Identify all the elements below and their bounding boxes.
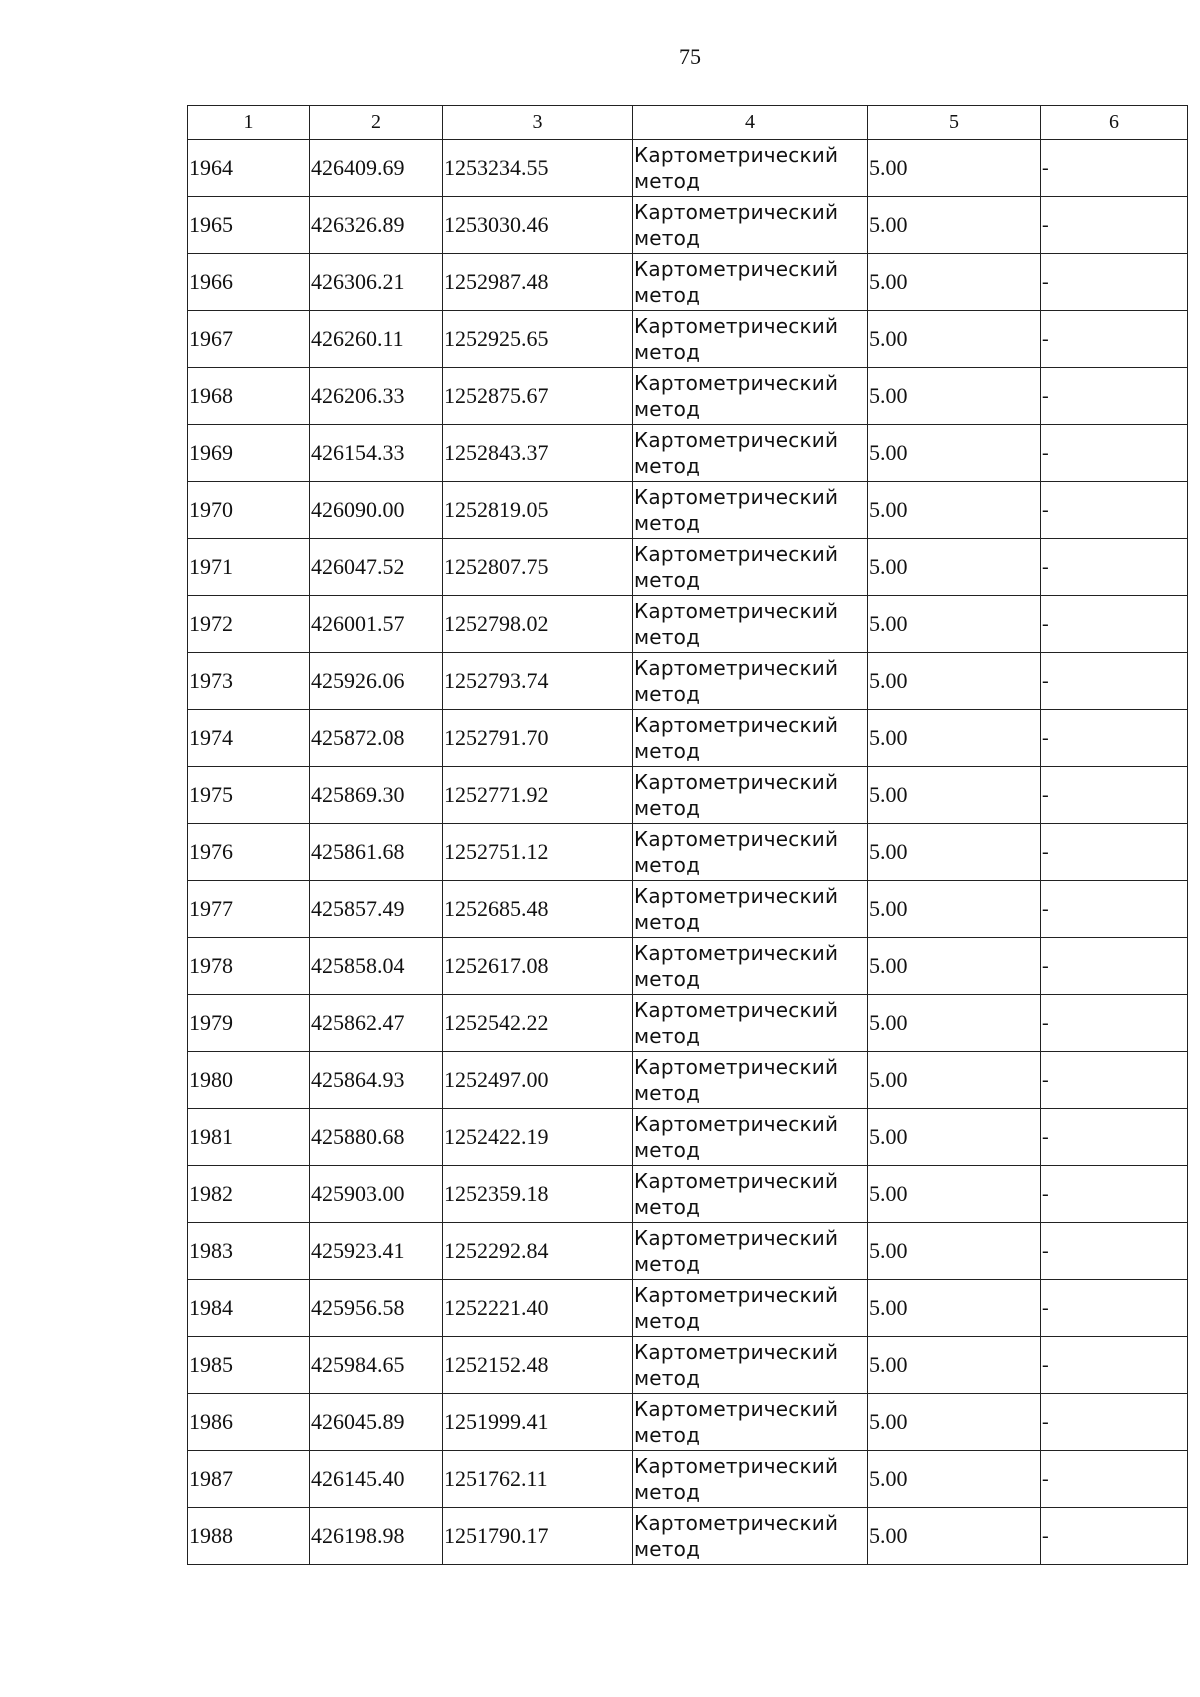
point-number-cell: 1983 — [188, 1223, 310, 1280]
method-cell: Картометрический метод — [633, 881, 868, 938]
accuracy-cell: 5.00 — [868, 710, 1041, 767]
table-row — [188, 767, 1188, 824]
method-cell: Картометрический метод — [633, 824, 868, 881]
table-row — [188, 995, 1188, 1052]
point-number-cell: 1988 — [188, 1508, 310, 1565]
note-cell: - — [1041, 1508, 1188, 1565]
point-number-cell: 1970 — [188, 482, 310, 539]
accuracy-cell: 5.00 — [868, 311, 1041, 368]
point-number-cell: 1973 — [188, 653, 310, 710]
y-coordinate-cell: 1252359.18 — [443, 1166, 633, 1223]
table-row — [188, 1337, 1188, 1394]
x-coordinate-cell: 425862.47 — [310, 995, 443, 1052]
accuracy-cell: 5.00 — [868, 1451, 1041, 1508]
table-body — [188, 140, 1188, 1565]
table-row — [188, 1280, 1188, 1337]
y-coordinate-cell: 1252798.02 — [443, 596, 633, 653]
accuracy-cell: 5.00 — [868, 596, 1041, 653]
coordinates-table-container — [187, 105, 1187, 1565]
point-number-cell: 1964 — [188, 140, 310, 197]
x-coordinate-cell: 425903.00 — [310, 1166, 443, 1223]
method-cell: Картометрический метод — [633, 1223, 868, 1280]
accuracy-cell: 5.00 — [868, 425, 1041, 482]
note-cell: - — [1041, 1166, 1188, 1223]
accuracy-cell: 5.00 — [868, 539, 1041, 596]
y-coordinate-cell: 1252791.70 — [443, 710, 633, 767]
table-row — [188, 1109, 1188, 1166]
note-cell: - — [1041, 653, 1188, 710]
header-cell-1: 1 — [188, 106, 310, 140]
accuracy-cell: 5.00 — [868, 368, 1041, 425]
y-coordinate-cell: 1252843.37 — [443, 425, 633, 482]
point-number-cell: 1967 — [188, 311, 310, 368]
point-number-cell: 1976 — [188, 824, 310, 881]
table-row — [188, 1166, 1188, 1223]
table-row — [188, 653, 1188, 710]
accuracy-cell: 5.00 — [868, 938, 1041, 995]
x-coordinate-cell: 425858.04 — [310, 938, 443, 995]
y-coordinate-cell: 1251790.17 — [443, 1508, 633, 1565]
y-coordinate-cell: 1252497.00 — [443, 1052, 633, 1109]
accuracy-cell: 5.00 — [868, 1166, 1041, 1223]
table-row — [188, 1508, 1188, 1565]
header-cell-5: 5 — [868, 106, 1041, 140]
accuracy-cell: 5.00 — [868, 881, 1041, 938]
method-cell: Картометрический метод — [633, 482, 868, 539]
y-coordinate-cell: 1252875.67 — [443, 368, 633, 425]
point-number-cell: 1987 — [188, 1451, 310, 1508]
point-number-cell: 1982 — [188, 1166, 310, 1223]
x-coordinate-cell: 426154.33 — [310, 425, 443, 482]
y-coordinate-cell: 1252542.22 — [443, 995, 633, 1052]
x-coordinate-cell: 425872.08 — [310, 710, 443, 767]
x-coordinate-cell: 425880.68 — [310, 1109, 443, 1166]
x-coordinate-cell: 426206.33 — [310, 368, 443, 425]
page-number: 75 — [679, 44, 701, 69]
note-cell: - — [1041, 767, 1188, 824]
method-cell: Картометрический метод — [633, 1451, 868, 1508]
method-cell: Картометрический метод — [633, 1508, 868, 1565]
table-row — [188, 710, 1188, 767]
accuracy-cell: 5.00 — [868, 1223, 1041, 1280]
accuracy-cell: 5.00 — [868, 653, 1041, 710]
method-cell: Картометрический метод — [633, 368, 868, 425]
y-coordinate-cell: 1252152.48 — [443, 1337, 633, 1394]
table-row — [188, 938, 1188, 995]
accuracy-cell: 5.00 — [868, 1280, 1041, 1337]
table-row — [188, 1223, 1188, 1280]
method-cell: Картометрический метод — [633, 1280, 868, 1337]
method-cell: Картометрический метод — [633, 1109, 868, 1166]
x-coordinate-cell: 426045.89 — [310, 1394, 443, 1451]
header-cell-4: 4 — [633, 106, 868, 140]
point-number-cell: 1981 — [188, 1109, 310, 1166]
note-cell: - — [1041, 881, 1188, 938]
point-number-cell: 1971 — [188, 539, 310, 596]
header-cell-2: 2 — [310, 106, 443, 140]
y-coordinate-cell: 1252925.65 — [443, 311, 633, 368]
x-coordinate-cell: 425984.65 — [310, 1337, 443, 1394]
accuracy-cell: 5.00 — [868, 767, 1041, 824]
point-number-cell: 1978 — [188, 938, 310, 995]
method-cell: Картометрический метод — [633, 1394, 868, 1451]
method-cell: Картометрический метод — [633, 539, 868, 596]
method-cell: Картометрический метод — [633, 653, 868, 710]
x-coordinate-cell: 426306.21 — [310, 254, 443, 311]
point-number-cell: 1984 — [188, 1280, 310, 1337]
table-row — [188, 254, 1188, 311]
point-number-cell: 1968 — [188, 368, 310, 425]
note-cell: - — [1041, 311, 1188, 368]
method-cell: Картометрический метод — [633, 710, 868, 767]
table-row — [188, 311, 1188, 368]
table-row — [188, 425, 1188, 482]
x-coordinate-cell: 426047.52 — [310, 539, 443, 596]
y-coordinate-cell: 1252819.05 — [443, 482, 633, 539]
y-coordinate-cell: 1251762.11 — [443, 1451, 633, 1508]
y-coordinate-cell: 1252422.19 — [443, 1109, 633, 1166]
accuracy-cell: 5.00 — [868, 1109, 1041, 1166]
header-row — [188, 106, 1188, 140]
note-cell: - — [1041, 824, 1188, 881]
note-cell: - — [1041, 140, 1188, 197]
y-coordinate-cell: 1252807.75 — [443, 539, 633, 596]
note-cell: - — [1041, 710, 1188, 767]
x-coordinate-cell: 426198.98 — [310, 1508, 443, 1565]
y-coordinate-cell: 1253030.46 — [443, 197, 633, 254]
coordinates-table — [187, 105, 1188, 1565]
y-coordinate-cell: 1251999.41 — [443, 1394, 633, 1451]
point-number-cell: 1972 — [188, 596, 310, 653]
x-coordinate-cell: 426409.69 — [310, 140, 443, 197]
y-coordinate-cell: 1253234.55 — [443, 140, 633, 197]
point-number-cell: 1977 — [188, 881, 310, 938]
point-number-cell: 1985 — [188, 1337, 310, 1394]
x-coordinate-cell: 425861.68 — [310, 824, 443, 881]
header-cell-3: 3 — [443, 106, 633, 140]
note-cell: - — [1041, 197, 1188, 254]
accuracy-cell: 5.00 — [868, 1508, 1041, 1565]
method-cell: Картометрический метод — [633, 425, 868, 482]
accuracy-cell: 5.00 — [868, 1052, 1041, 1109]
table-row — [188, 539, 1188, 596]
method-cell: Картометрический метод — [633, 1052, 868, 1109]
x-coordinate-cell: 426326.89 — [310, 197, 443, 254]
table-row — [188, 140, 1188, 197]
table-row — [188, 824, 1188, 881]
accuracy-cell: 5.00 — [868, 197, 1041, 254]
y-coordinate-cell: 1252221.40 — [443, 1280, 633, 1337]
x-coordinate-cell: 425857.49 — [310, 881, 443, 938]
table-row — [188, 368, 1188, 425]
x-coordinate-cell: 425926.06 — [310, 653, 443, 710]
note-cell: - — [1041, 482, 1188, 539]
note-cell: - — [1041, 1451, 1188, 1508]
method-cell: Картометрический метод — [633, 1337, 868, 1394]
table-row — [188, 881, 1188, 938]
note-cell: - — [1041, 425, 1188, 482]
x-coordinate-cell: 425956.58 — [310, 1280, 443, 1337]
point-number-cell: 1974 — [188, 710, 310, 767]
x-coordinate-cell: 425864.93 — [310, 1052, 443, 1109]
table-header — [188, 106, 1188, 140]
y-coordinate-cell: 1252751.12 — [443, 824, 633, 881]
x-coordinate-cell: 426001.57 — [310, 596, 443, 653]
x-coordinate-cell: 425869.30 — [310, 767, 443, 824]
point-number-cell: 1979 — [188, 995, 310, 1052]
note-cell: - — [1041, 995, 1188, 1052]
table-row — [188, 596, 1188, 653]
note-cell: - — [1041, 368, 1188, 425]
x-coordinate-cell: 426260.11 — [310, 311, 443, 368]
method-cell: Картометрический метод — [633, 140, 868, 197]
x-coordinate-cell: 425923.41 — [310, 1223, 443, 1280]
y-coordinate-cell: 1252771.92 — [443, 767, 633, 824]
note-cell: - — [1041, 1280, 1188, 1337]
note-cell: - — [1041, 1394, 1188, 1451]
point-number-cell: 1969 — [188, 425, 310, 482]
point-number-cell: 1966 — [188, 254, 310, 311]
method-cell: Картометрический метод — [633, 596, 868, 653]
table-row — [188, 1052, 1188, 1109]
method-cell: Картометрический метод — [633, 311, 868, 368]
x-coordinate-cell: 426145.40 — [310, 1451, 443, 1508]
method-cell: Картометрический метод — [633, 197, 868, 254]
accuracy-cell: 5.00 — [868, 824, 1041, 881]
y-coordinate-cell: 1252617.08 — [443, 938, 633, 995]
point-number-cell: 1975 — [188, 767, 310, 824]
accuracy-cell: 5.00 — [868, 1337, 1041, 1394]
accuracy-cell: 5.00 — [868, 482, 1041, 539]
method-cell: Картометрический метод — [633, 767, 868, 824]
table-row — [188, 1394, 1188, 1451]
method-cell: Картометрический метод — [633, 938, 868, 995]
point-number-cell: 1965 — [188, 197, 310, 254]
note-cell: - — [1041, 1223, 1188, 1280]
header-cell-6: 6 — [1041, 106, 1188, 140]
y-coordinate-cell: 1252292.84 — [443, 1223, 633, 1280]
note-cell: - — [1041, 1052, 1188, 1109]
note-cell: - — [1041, 254, 1188, 311]
note-cell: - — [1041, 596, 1188, 653]
point-number-cell: 1980 — [188, 1052, 310, 1109]
note-cell: - — [1041, 938, 1188, 995]
table-row — [188, 1451, 1188, 1508]
note-cell: - — [1041, 1109, 1188, 1166]
accuracy-cell: 5.00 — [868, 140, 1041, 197]
y-coordinate-cell: 1252793.74 — [443, 653, 633, 710]
note-cell: - — [1041, 539, 1188, 596]
method-cell: Картометрический метод — [633, 995, 868, 1052]
note-cell: - — [1041, 1337, 1188, 1394]
table-row — [188, 482, 1188, 539]
accuracy-cell: 5.00 — [868, 1394, 1041, 1451]
accuracy-cell: 5.00 — [868, 254, 1041, 311]
point-number-cell: 1986 — [188, 1394, 310, 1451]
y-coordinate-cell: 1252685.48 — [443, 881, 633, 938]
accuracy-cell: 5.00 — [868, 995, 1041, 1052]
x-coordinate-cell: 426090.00 — [310, 482, 443, 539]
method-cell: Картометрический метод — [633, 1166, 868, 1223]
y-coordinate-cell: 1252987.48 — [443, 254, 633, 311]
method-cell: Картометрический метод — [633, 254, 868, 311]
table-row — [188, 197, 1188, 254]
